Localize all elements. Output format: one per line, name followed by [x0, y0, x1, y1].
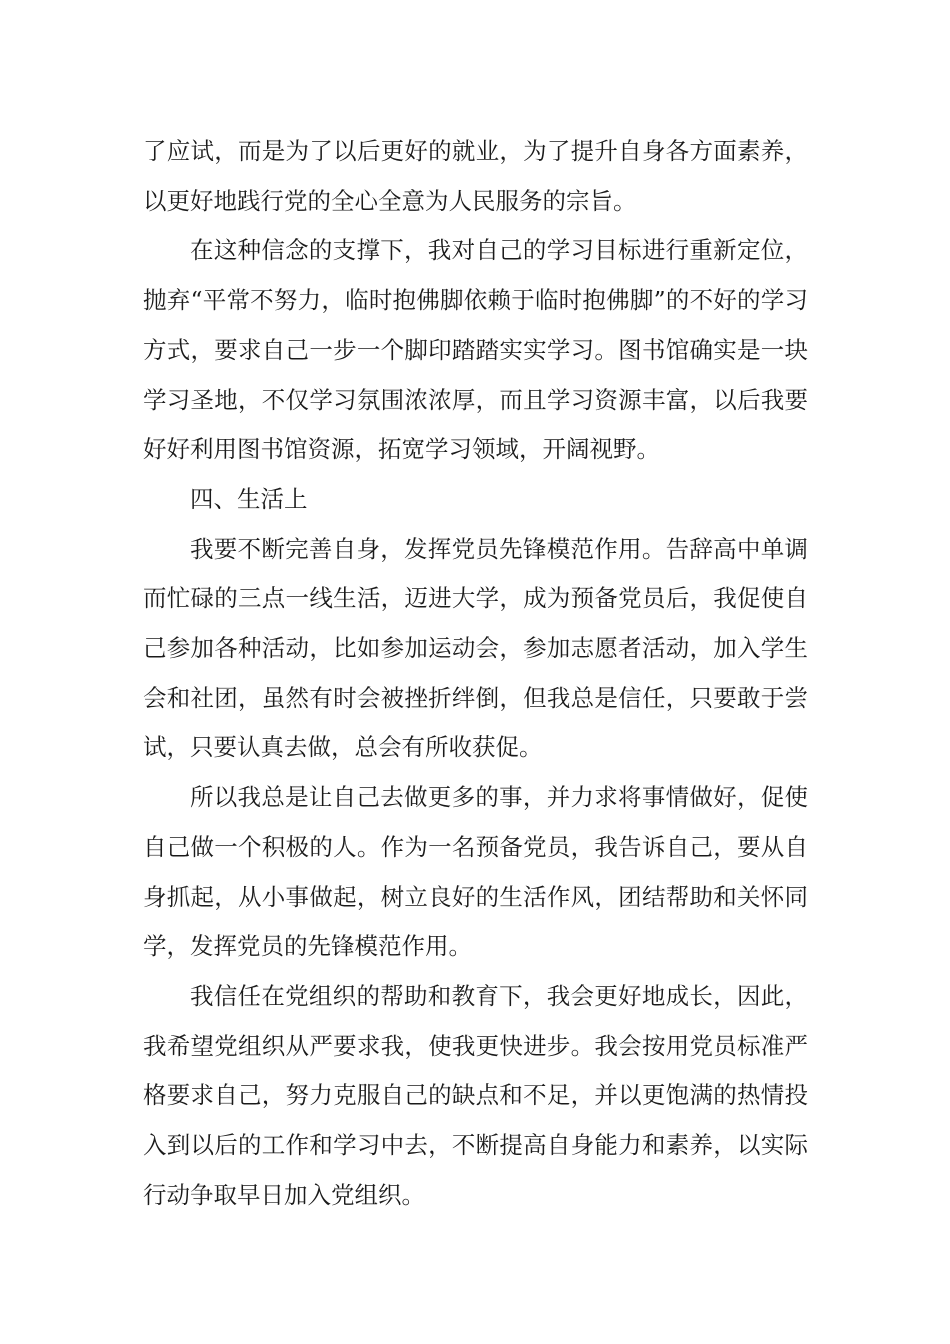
document-body	[143, 127, 808, 1220]
paragraph-continuation: 了应试，而是为了以后更好的就业，为了提升自身各方面素养，以更好地践行党的全心全意为人民服务的宗旨。	[143, 137, 808, 215]
paragraph-self-improvement: 我要不断完善自身，发挥党员先锋模范作用。告辞高中单调而忙碌的三点一线生活，迈进大学，成为预备党员后，我促使自己参加各种活动，比如参加运动会，参加志愿者活动，加入学生会和社团，虽然有时会被挫折绊倒，但我总是信任，只要敢于尝试，只要认真去做，总会有所收获促。	[143, 534, 808, 762]
paragraph-closing-commitment: 我信任在党组织的帮助和教育下，我会更好地成长，因此，我希望党组织从严要求我，使我更快进步。我会按用党员标准严格要求自己，努力克服自己的缺点和不足，并以更饱满的热情投入到以后的工作和学习中去，不断提高自身能力和素养，以实际行动争取早日加入党组织。	[143, 981, 808, 1209]
section-heading-life: 四、生活上	[190, 484, 308, 513]
paragraph-positive-attitude: 所以我总是让自己去做更多的事，并力求将事情做好，促使自己做一个积极的人。作为一名预备党员，我告诉自己，要从自身抓起，从小事做起，树立良好的生活作风，团结帮助和关怀同学，发挥党员的先锋模范作用。	[143, 783, 808, 961]
paragraph-study-goals: 在这种信念的支撑下，我对自己的学习目标进行重新定位，抛弃“平常不努力，临时抱佛脚依赖于临时抱佛脚”的不好的学习方式，要求自己一步一个脚印踏踏实实学习。图书馆确实是一块学习圣地，不仅学习氛围浓浓厚，而且学习资源丰富，以后我要好好利用图书馆资源，拓宽学习领域，开阔视野。	[143, 236, 808, 464]
